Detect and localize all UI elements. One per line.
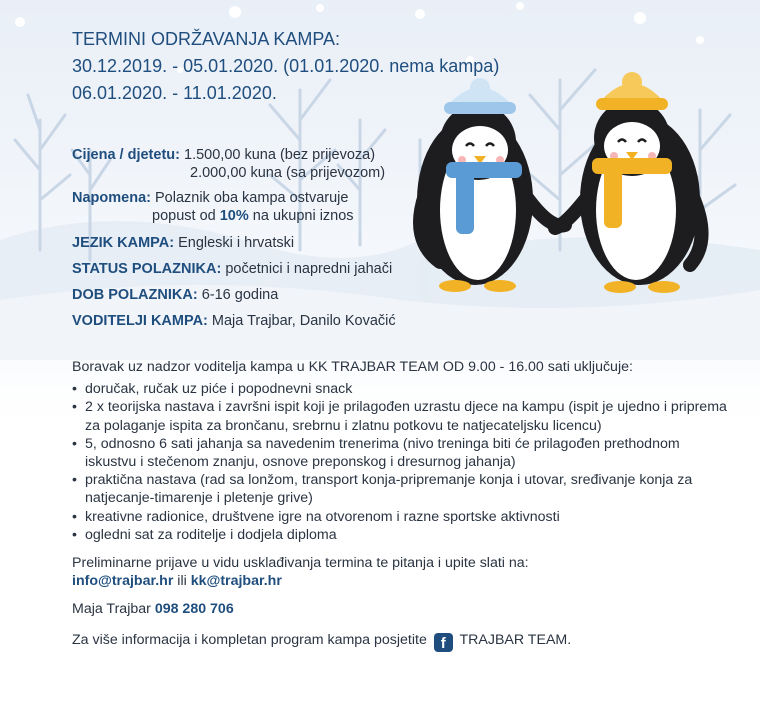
price-label: Cijena / djetetu: bbox=[72, 147, 180, 163]
email-link-kk[interactable]: kk@trajbar.hr bbox=[190, 573, 282, 590]
more-info-text: Za više informacija i kompletan program kampa posjetite bbox=[72, 631, 427, 648]
language-row bbox=[72, 234, 294, 253]
note-percent: 10% bbox=[219, 208, 249, 224]
list-item: • ogledni sat za roditelje i dodjela diploma bbox=[72, 526, 732, 544]
age-row bbox=[72, 286, 278, 305]
age-label: DOB POLAZNIKA: bbox=[72, 287, 198, 303]
age-value: 6-16 godina bbox=[201, 287, 279, 303]
note-label: Napomena: bbox=[72, 190, 151, 206]
price-row bbox=[72, 146, 375, 165]
list-item: • 5, odnosno 6 sati jahanja sa navedenim trenerima (nivo treninga biti će prilagođen prethodnom iskustvu i stečenom znanju, osnove preponskog i dresurnog jahanja) bbox=[72, 435, 732, 471]
leaders-value: Maja Trajbar, Danilo Kovačić bbox=[211, 313, 396, 329]
contact-row bbox=[72, 600, 732, 618]
list-item: • 2 x teorijska nastava i završni ispit koji je prilagođen uzrastu djece na kampu (ispit je ujedno i priprema za polaganje ispita za brončanu, srebrnu i zlatnu potkovu te natjecateljsku licencu) bbox=[72, 398, 732, 434]
camp-dates bbox=[72, 26, 499, 107]
more-info-row bbox=[72, 631, 732, 652]
email-link-info[interactable]: info@trajbar.hr bbox=[72, 573, 174, 590]
email-row bbox=[72, 572, 732, 590]
program-list bbox=[72, 380, 732, 544]
price-line-2-row bbox=[190, 164, 385, 183]
facebook-icon[interactable]: f bbox=[434, 633, 453, 652]
program-intro: Boravak uz nadzor voditelja kampa u KK TRAJBAR TEAM OD 9.00 - 16.00 sati uključuje: bbox=[72, 359, 633, 375]
term-2: 06.01.2020. - 11.01.2020. bbox=[72, 83, 277, 103]
dates-title: TERMINI ODRŽAVANJA KAMPA: bbox=[72, 29, 341, 49]
note-line-1: Polaznik oba kampa ostvaruje bbox=[155, 190, 349, 206]
price-line-2: 2.000,00 kuna (sa prijevozom) bbox=[190, 165, 386, 181]
contact-name: Maja Trajbar bbox=[72, 601, 151, 618]
leaders-label: VODITELJI KAMPA: bbox=[72, 313, 208, 329]
language-value: Engleski i hrvatski bbox=[178, 235, 295, 251]
term-1: 30.12.2019. - 05.01.2020. (01.01.2020. nema kampa) bbox=[72, 56, 500, 76]
list-item: • doručak, ručak uz piće i popodnevni snack bbox=[72, 380, 732, 398]
leaders-row bbox=[72, 312, 396, 331]
note-row bbox=[72, 189, 348, 208]
note-line-2-row bbox=[152, 207, 354, 226]
phone-number[interactable]: 098 280 706 bbox=[154, 601, 234, 618]
list-item: • kreativne radionice, društvene igre na otvorenom i razne sportske aktivnosti bbox=[72, 508, 732, 526]
program-body bbox=[72, 358, 732, 652]
note-line-2-pre: popust od bbox=[152, 208, 216, 224]
status-row bbox=[72, 260, 392, 279]
facebook-page-name[interactable]: TRAJBAR TEAM. bbox=[459, 631, 572, 648]
price-line-1: 1.500,00 kuna (bez prijevoza) bbox=[184, 147, 376, 163]
note-line-2-post: na ukupni iznos bbox=[252, 208, 354, 224]
status-value: početnici i napredni jahači bbox=[225, 261, 393, 277]
contact-intro: Preliminarne prijave u vidu usklađivanja termina te pitanja i upite slati na: bbox=[72, 555, 529, 572]
language-label: JEZIK KAMPA: bbox=[72, 235, 175, 251]
list-item: • praktična nastava (rad sa lonžom, transport konja-pripremanje konja i utovar, sređivanje konja za natjecanje-timarenje i pletenje grive) bbox=[72, 471, 732, 507]
email-joiner: ili bbox=[177, 573, 187, 590]
status-label: STATUS POLAZNIKA: bbox=[72, 261, 222, 277]
